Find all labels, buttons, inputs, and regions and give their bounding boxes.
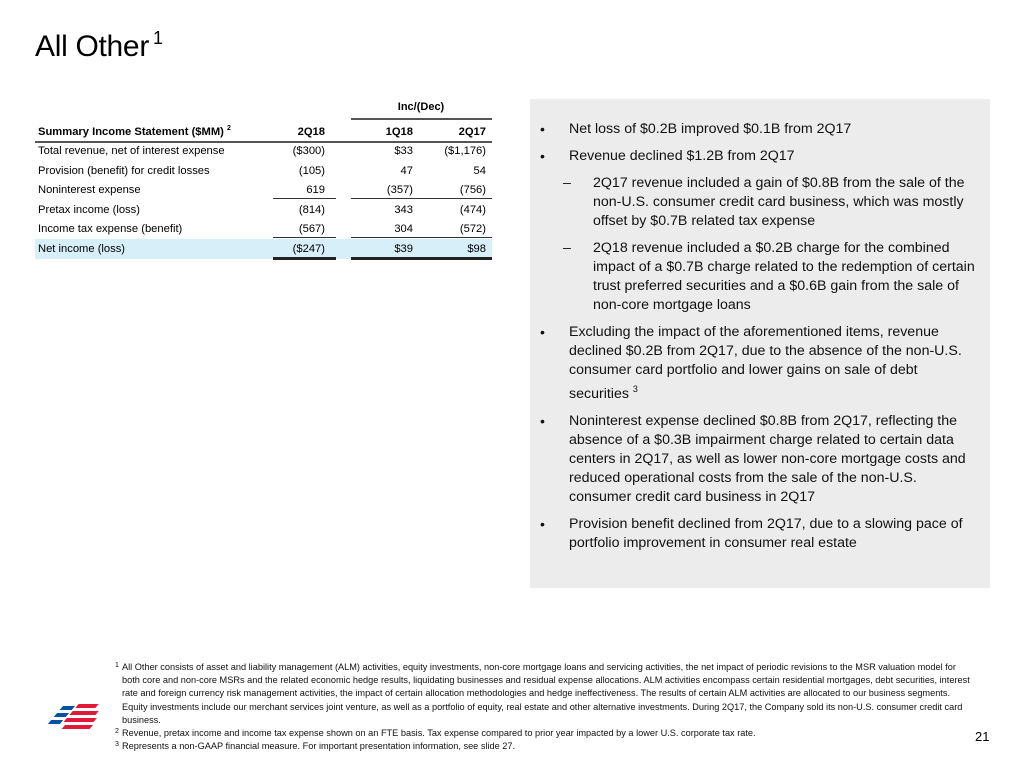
sub-bullet-2q17-revenue: – 2Q17 revenue included a gain of $0.8B from the sale of the non-U.S. consumer credit card business, which was mostly offset by $0.7B related tax expense	[563, 175, 965, 229]
dash-icon: –	[563, 175, 571, 191]
group-header-rule	[351, 118, 492, 120]
bullet-excluding-items: • Excluding the impact of the aforementioned items, revenue declined $0.2B from 2Q17, due to the absence of the non-U.S. consumer card portfolio and lower gains on sale of debt securities $^3$	[540, 324, 962, 402]
column-header-2q18: 2Q18	[297, 125, 325, 138]
bullet-net-loss: • Net loss of $0.2B improved $0.1B from 2Q17	[540, 121, 852, 137]
bullet-icon: •	[540, 516, 545, 532]
page-number: 21	[975, 729, 990, 744]
flag-logo-icon	[30, 700, 110, 744]
column-header-1q18: 1Q18	[385, 125, 413, 138]
subtotal-rule	[273, 198, 336, 199]
table-row: Noninterest expense 619 (357) (756)	[38, 184, 486, 197]
table-row: Total revenue, net of interest expense ($300) $33 ($1,176)	[38, 145, 486, 158]
bullet-revenue: • Revenue declined $1.2B from 2Q17	[540, 148, 795, 164]
inc-dec-group-header: Inc/(Dec)	[397, 101, 445, 113]
footnotes	[115, 661, 975, 753]
slide-title	[35, 28, 163, 64]
bullet-icon: •	[540, 121, 545, 137]
bullet-provision: • Provision benefit declined from 2Q17, due to a slowing pace of portfolio improvement in consumer real estate	[540, 516, 963, 551]
subtotal-rule	[351, 237, 492, 238]
total-double-rule	[351, 257, 492, 260]
table-row-net-income: Net income (loss) ($247) $39 $98	[35, 239, 492, 259]
table-row: Provision (benefit) for credit losses (105) 47 54	[38, 164, 486, 177]
bullet-icon: •	[540, 324, 545, 340]
total-double-rule	[273, 257, 336, 260]
footnote-1: 1 All Other consists of asset and liability management (ALM) activities, equity investments, non-core mortgage loans and servicing activities, the net impact of periodic revisions to the MSR valuation model for both core and non-core MSRs and the related economic hedge results, liquidating businesses and residual expense allocations. ALM activities encompass certain residential mortgages, debt securities, interest rate and foreign currency risk management activities, the impact of certain allocation methodologies and hedge ineffectiveness. The results of certain ALM activities are allocated to our business segments. Equity investments include our merchant services joint venture, as well as a portfolio of equity, real estate and other alternative investments. During 2Q17, the Company sold its non-U.S. consumer credit card business.	[115, 662, 970, 725]
table-header-row	[35, 122, 492, 142]
table-row: Pretax income (loss) (814) 343 (474)	[38, 203, 486, 216]
table-row: Income tax expense (benefit) (567) 304 (572)	[38, 223, 486, 236]
bullet-noninterest-expense: • Noninterest expense declined $0.8B from 2Q17, reflecting the absence of a $0.3B impairment charge related to certain data centers in 2Q17, as well as lower non-core mortgage costs and reduced operational costs from the sale of the non-U.S. consumer credit card business in 2Q17	[540, 413, 966, 505]
sub-bullet-2q18-revenue: – 2Q18 revenue included a $0.2B charge for the combined impact of a $0.7B charge related to the redemption of certain trust preferred securities and a $0.6B gain from the sale of non-core mortgage loans	[563, 240, 975, 313]
dash-icon: –	[563, 240, 571, 256]
column-header-label: Summary Income Statement ($MM) $^2$	[38, 125, 231, 139]
bullet-icon: •	[540, 148, 545, 164]
footnote-3: 3 Represents a non-GAAP financial measure. For important presentation information, see slide 27.	[115, 741, 516, 752]
subtotal-rule	[273, 237, 336, 238]
subtotal-rule	[351, 198, 492, 199]
slide-title-text: All Other	[35, 30, 150, 63]
column-header-2q17: 2Q17	[458, 125, 486, 138]
commentary-bullets	[540, 120, 980, 561]
footnote-2: 2 Revenue, pretax income and income tax expense shown on an FTE basis. Tax expense compared to prior year impacted by a lower U.S. corporate tax rate.	[115, 728, 756, 739]
summary-income-table	[35, 101, 492, 259]
title-footnote-marker: 1	[153, 28, 163, 48]
bullet-icon: •	[540, 413, 545, 429]
